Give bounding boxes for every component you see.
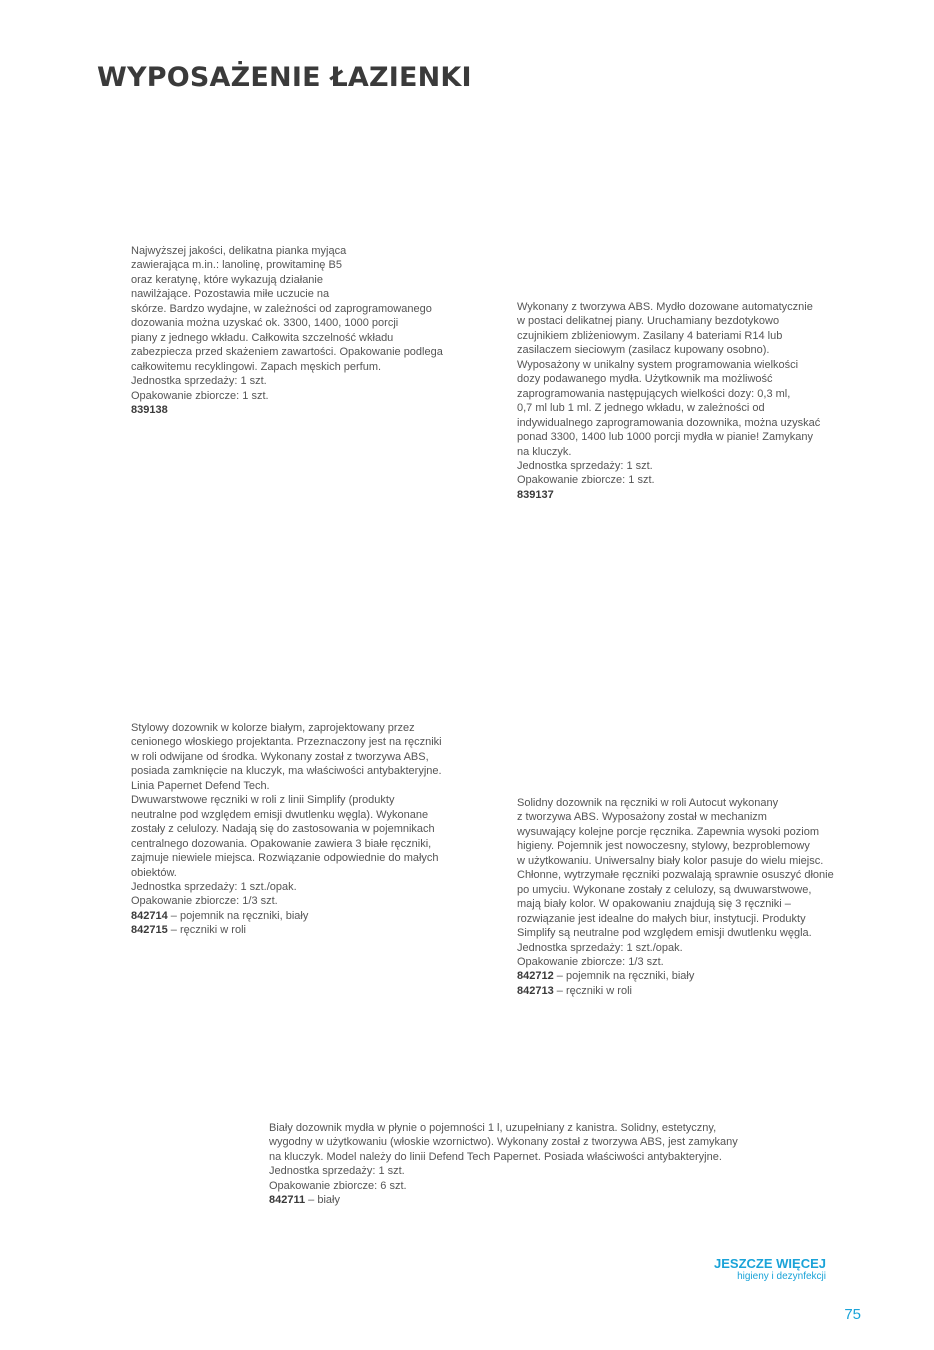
description-line: piany z jednego wkładu. Całkowita szczelność wkładu bbox=[131, 331, 394, 344]
description-line: 0,7 ml lub 1 ml. Z jednego wkładu, w zależności od bbox=[517, 402, 765, 415]
description-line: w roli odwijane od środka. Wykonany został z tworzywa ABS, bbox=[131, 750, 429, 763]
description-line: Jednostka sprzedaży: 1 szt./opak. bbox=[517, 941, 683, 954]
description-line: dozowania można uzyskać ok. 3300, 1400, 1000 porcji bbox=[131, 317, 399, 330]
product-code-description: – pojemnik na ręczniki, biały bbox=[167, 909, 309, 922]
product-code: 842711 bbox=[269, 1194, 306, 1207]
product-code-description: – biały bbox=[305, 1194, 340, 1207]
product-code-line bbox=[517, 488, 820, 502]
product-code-line bbox=[131, 923, 442, 937]
description-line: Dwuwarstwowe ręczniki w roli z linii Simplify (produkty bbox=[131, 794, 395, 807]
product-code: 842712 bbox=[517, 970, 554, 983]
description-line: cenionego włoskiego projektanta. Przeznaczony jest na ręczniki bbox=[131, 736, 442, 749]
description-line: ponad 3300, 1400 lub 1000 porcji mydła w pianie! Zamykany bbox=[517, 431, 813, 444]
product-code: 839137 bbox=[517, 488, 554, 501]
description-line: Stylowy dozownik w kolorze białym, zaprojektowany przez bbox=[131, 722, 415, 734]
page-title: WYPOSAŻENIE ŁAZIENKI bbox=[97, 62, 472, 93]
description-line: na kluczyk. bbox=[517, 445, 572, 458]
description-line: na kluczyk. Model należy do linii Defend Tech Papernet. Posiada właściwości antybakteryjne. bbox=[269, 1150, 722, 1163]
description-line: Opakowanie zbiorcze: 1/3 szt. bbox=[131, 895, 278, 908]
product-description-soap-foam bbox=[131, 244, 443, 417]
description-line: zaprogramowania następujących wielkości dozy: 0,3 ml, bbox=[517, 387, 791, 400]
product-code: 842715 bbox=[131, 924, 168, 937]
promo-heading: JESZCZE WIĘCEJ bbox=[714, 1256, 826, 1271]
product-code: 839138 bbox=[131, 403, 168, 416]
description-line: zostały z celulozy. Nadają się do zastosowania w pojemnikach bbox=[131, 823, 435, 836]
description-line: czujnikiem zbliżeniowym. Zasilany 4 bateriami R14 lub bbox=[517, 329, 783, 342]
product-description-automatic-dispenser bbox=[517, 300, 820, 502]
product-code-line bbox=[131, 403, 443, 417]
description-line: oraz keratynę, które wykazują działanie bbox=[131, 273, 323, 286]
description-line: Opakowanie zbiorcze: 1 szt. bbox=[517, 474, 655, 487]
description-line: posiada zamknięcie na kluczyk, ma właściwości antybakteryjne. bbox=[131, 765, 442, 778]
product-code-line bbox=[269, 1193, 738, 1207]
description-line: rozwiązanie jest idealne do małych biur, instytucji. Produkty bbox=[517, 912, 806, 925]
description-line: zawierająca m.in.: lanolinę, prowitaminę B5 bbox=[131, 259, 342, 272]
product-code-line bbox=[131, 909, 442, 923]
description-line: Jednostka sprzedaży: 1 szt./opak. bbox=[131, 880, 297, 893]
description-line: Solidny dozownik na ręczniki w roli Autocut wykonany bbox=[517, 797, 779, 809]
description-line: Simplify są neutralne pod względem emisji dwutlenku węgla. bbox=[517, 927, 812, 940]
description-line: zasilaczem sieciowym (zasilacz kupowany osobno). bbox=[517, 344, 770, 357]
product-code-line bbox=[517, 969, 834, 983]
description-line: wysuwający kolejne porcje ręcznika. Zapewnia wysoki poziom bbox=[517, 825, 820, 838]
description-line: w postaci delikatnej piany. Uruchamiany bezdotykowo bbox=[517, 315, 780, 328]
product-description-towel-dispenser-autocut bbox=[517, 796, 834, 998]
description-line: Opakowanie zbiorcze: 6 szt. bbox=[269, 1179, 407, 1192]
description-line: całkowitemu recyklingowi. Zapach męskich perfum. bbox=[131, 360, 382, 373]
product-code: 842713 bbox=[517, 984, 554, 997]
description-line: Wykonany z tworzywa ABS. Mydło dozowane automatycznie bbox=[517, 301, 813, 313]
description-line: neutralne pod względem emisji dwutlenku węgla). Wykonane bbox=[131, 808, 429, 821]
description-line: centralnego dozowania. Opakowanie zawiera 3 białe ręczniki, bbox=[131, 837, 432, 850]
description-line: higieny. Pojemnik jest nowoczesny, stylowy, bezproblemowy bbox=[517, 840, 810, 853]
description-line: skórze. Bardzo wydajne, w zależności od zaprogramowanego bbox=[131, 302, 432, 315]
description-line: z tworzywa ABS. Wyposażony został w mechanizm bbox=[517, 811, 767, 824]
promo-subheading: higieny i dezynfekcji bbox=[737, 1271, 826, 1282]
description-line: dozy podawanego mydła. Użytkownik ma możliwość bbox=[517, 373, 773, 386]
description-line: wygodny w użytkowaniu (włoskie wzornictwo). Wykonany został z tworzywa ABS, jest zamykany bbox=[269, 1136, 738, 1149]
description-line: Jednostka sprzedaży: 1 szt. bbox=[131, 375, 267, 388]
description-line: Opakowanie zbiorcze: 1/3 szt. bbox=[517, 955, 664, 968]
page-number: 75 bbox=[844, 1306, 861, 1323]
product-code-line bbox=[517, 984, 834, 998]
product-code-description: – ręczniki w roli bbox=[167, 924, 246, 937]
description-line: indywidualnego zaprogramowania dozownika, można uzyskać bbox=[517, 416, 821, 429]
description-line: zajmuje niewiele miejsca. Rozwiązanie odpowiednie do małych bbox=[131, 852, 439, 865]
description-line: Chłonne, wytrzymałe ręczniki pozwalają sprawnie osuszyć dłonie bbox=[517, 869, 834, 882]
description-line: zabezpiecza przed skażeniem zawartości. Opakowanie podlega bbox=[131, 346, 443, 359]
description-line: nawilżające. Pozostawia miłe uczucie na bbox=[131, 288, 330, 301]
description-line: po umyciu. Wykonane zostały z celulozy, są dwuwarstwowe, bbox=[517, 883, 812, 896]
description-line: Biały dozownik mydła w płynie o pojemności 1 l, uzupełniany z kanistra. Solidny, estetyczny, bbox=[269, 1122, 717, 1134]
product-code-description: – ręczniki w roli bbox=[553, 984, 632, 997]
product-code: 842714 bbox=[131, 909, 168, 922]
product-description-liquid-soap-dispenser bbox=[269, 1121, 738, 1208]
product-description-towel-dispenser-center-pull bbox=[131, 721, 442, 938]
description-line: Jednostka sprzedaży: 1 szt. bbox=[269, 1165, 405, 1178]
description-line: Najwyższej jakości, delikatna pianka myjąca bbox=[131, 245, 347, 257]
product-code-description: – pojemnik na ręczniki, biały bbox=[553, 970, 695, 983]
promo-banner bbox=[714, 1256, 826, 1283]
description-line: Opakowanie zbiorcze: 1 szt. bbox=[131, 389, 269, 402]
description-line: obiektów. bbox=[131, 866, 177, 879]
description-line: Linia Papernet Defend Tech. bbox=[131, 779, 270, 792]
description-line: w użytkowaniu. Uniwersalny biały kolor pasuje do wielu miejsc. bbox=[517, 854, 824, 867]
description-line: Jednostka sprzedaży: 1 szt. bbox=[517, 459, 653, 472]
description-line: Wyposażony w unikalny system programowania wielkości bbox=[517, 358, 799, 371]
description-line: mają biały kolor. W opakowaniu znajdują się 3 ręczniki – bbox=[517, 898, 791, 911]
